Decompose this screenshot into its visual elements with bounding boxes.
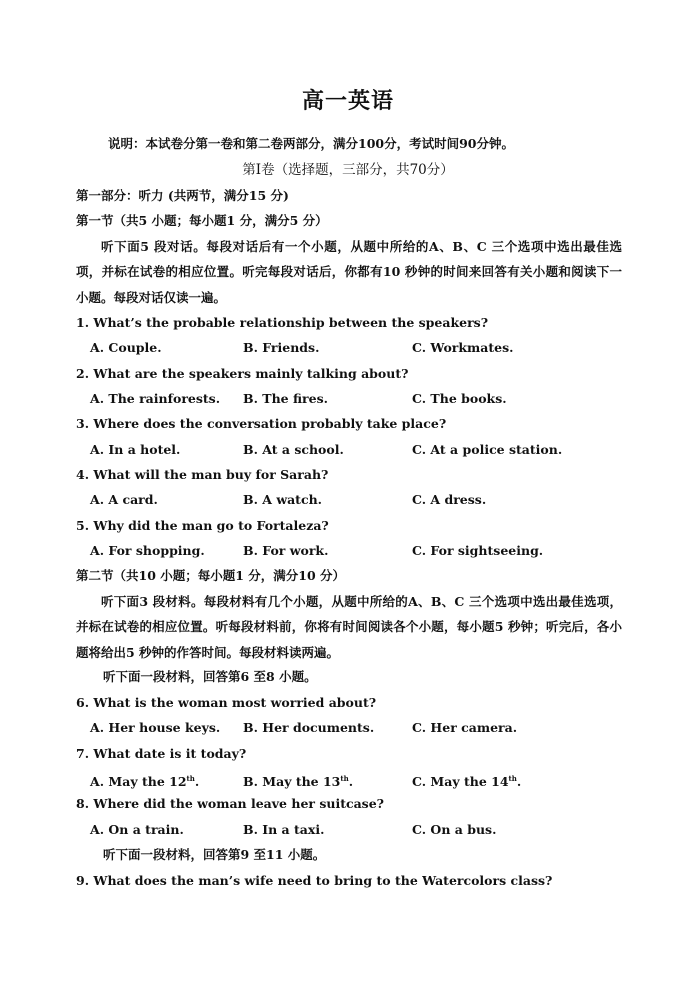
part1-heading: 第一部分：听力 (共两节，满分15 分) <box>76 188 289 203</box>
question-7: 7. What date is it today? <box>76 746 247 761</box>
q6-option-c: C. Her camera. <box>412 720 518 735</box>
question-3: 3. Where does the conversation probably take place? <box>76 416 447 431</box>
q3-option-c: C. At a police station. <box>412 442 563 457</box>
q4-option-a: A. A card. <box>90 492 158 507</box>
superscript: th <box>508 774 517 783</box>
superscript: th <box>340 774 349 783</box>
section2-instructions: 听下面3 段材料。每段材料有几个小题，从题中所给的A、B、C 三个选项中选出最佳选项，并标在试卷的相应位置。听每段材料前，你将有时间阅读各个小题，每小题5 秒钟；听完后，各小题将给出5 秒钟的作答时间。每段材料读两遍。 <box>76 594 622 660</box>
q8-option-c: C. On a bus. <box>412 822 497 837</box>
question-9: 9. What does the man’s wife need to bring to the Watercolors class? <box>76 873 553 888</box>
period: . <box>516 774 522 790</box>
q6-option-a: A. Her house keys. <box>90 720 221 735</box>
question-2: 2. What are the speakers mainly talking about? <box>76 366 409 381</box>
q1-option-b: B. Friends. <box>243 340 320 355</box>
q5-option-c: C. For sightseeing. <box>412 543 544 558</box>
q2-option-b: B. The fires. <box>243 391 328 406</box>
material1-instruction: 听下面一段材料，回答第6 至8 小题。 <box>103 669 317 684</box>
volume-heading: 第Ⅰ卷（选择题，三部分，共70分） <box>242 162 454 178</box>
q2-option-c: C. The books. <box>412 391 507 406</box>
q8-option-b: B. In a taxi. <box>243 822 325 837</box>
q6-option-b: B. Her documents. <box>243 720 375 735</box>
q7-option-c-text: C. May the 14 <box>412 774 509 790</box>
q7-option-b-text: B. May the 13 <box>243 774 341 790</box>
q5-option-a: A. For shopping. <box>90 543 205 558</box>
q7-option-b <box>243 770 353 791</box>
page-title: 高一英语 <box>301 88 394 114</box>
question-6: 6. What is the woman most worried about? <box>76 695 377 710</box>
section1-heading: 第一节（共5 小题；每小题1 分，满分5 分） <box>76 213 328 228</box>
q7-option-c <box>412 770 521 791</box>
q3-option-a: A. In a hotel. <box>90 442 181 457</box>
superscript: th <box>186 774 195 783</box>
period: . <box>348 774 354 790</box>
period: . <box>194 774 200 790</box>
material2-instruction: 听下面一段材料，回答第9 至11 小题。 <box>103 847 326 862</box>
section1-instructions: 听下面5 段对话。每段对话后有一个小题，从题中所给的A、B、C 三个选项中选出最佳选项，并标在试卷的相应位置。听完每段对话后，你都有10 秒钟的时间来回答有关小题和阅读下一小题。每段对话仅读一遍。 <box>76 239 622 305</box>
question-8: 8. Where did the woman leave her suitcase? <box>76 796 385 811</box>
q3-option-b: B. At a school. <box>243 442 344 457</box>
q5-option-b: B. For work. <box>243 543 329 558</box>
exam-note: 说明：本试卷分第一卷和第二卷两部分，满分100分，考试时间90分钟。 <box>108 136 514 151</box>
question-5: 5. Why did the man go to Fortaleza? <box>76 518 329 533</box>
question-4: 4. What will the man buy for Sarah? <box>76 467 329 482</box>
section2-heading: 第二节（共10 小题；每小题1 分，满分10 分） <box>76 568 346 583</box>
q1-option-a: A. Couple. <box>90 340 162 355</box>
q1-option-c: C. Workmates. <box>412 340 514 355</box>
q7-option-a <box>90 770 199 791</box>
q8-option-a: A. On a train. <box>90 822 184 837</box>
q7-option-a-text: A. May the 12 <box>90 774 187 790</box>
q4-option-c: C. A dress. <box>412 492 487 507</box>
q4-option-b: B. A watch. <box>243 492 323 507</box>
q2-option-a: A. The rainforests. <box>90 391 221 406</box>
question-1: 1. What’s the probable relationship between the speakers? <box>76 315 489 330</box>
